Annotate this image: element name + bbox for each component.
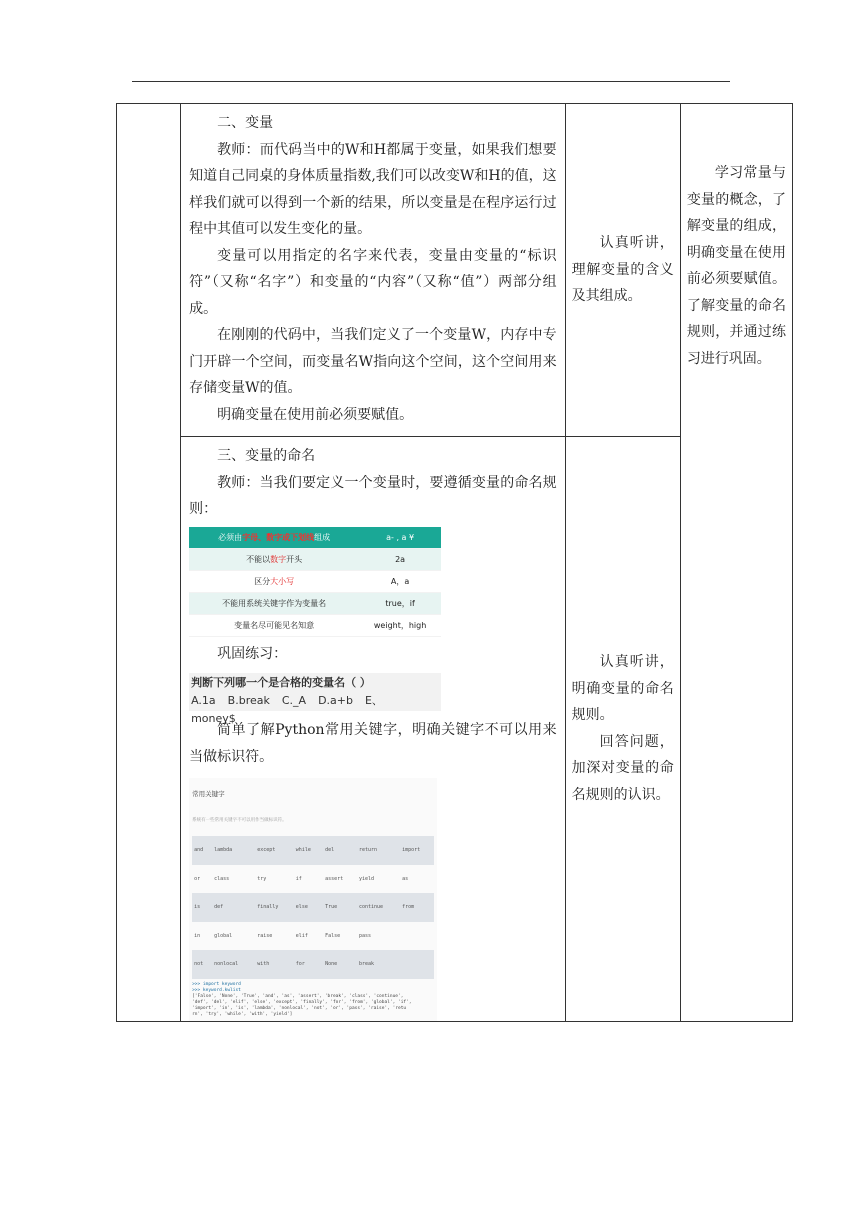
keywords-code: >>> import keyword >>> keyword.kwlist ['False', 'None', 'True', 'and', 'as', 'assert', 'break', 'class', 'continue', 'def', 'del', 'elif', 'else', 'except', 'finally', 'for', 'from', 'global', 'if', 'import', 'in', 'is', 'lambda', 'nonlocal', 'not', 'or', 'pass', 'raise', 'retu rn', 'try', 'while', 'with', 'yield'] xyxy=(192,981,412,1017)
naming-rules-image xyxy=(189,527,441,637)
paragraph: 明确变量在使用前必须要赋值。 xyxy=(217,406,414,423)
paragraph: 简单了解Python常用关键字，明确关键字不可以用来当做标识符。 xyxy=(189,722,557,765)
paragraph: 在刚刚的代码中，当我们定义了一个变量W，内存中专门开辟一个空间，而变量名W指向这个空间，这个空间用来存储变量W的值。 xyxy=(189,327,557,396)
section-heading-naming: 三、变量的命名 xyxy=(217,448,316,464)
quiz-image xyxy=(189,673,441,725)
design-intent-text: 学习常量与变量的概念，了解变量的组成，明确变量在使用前必须要赋值。了解变量的命名规则，并通过练习进行巩固。 xyxy=(686,165,786,367)
student-activity-naming xyxy=(565,437,680,1022)
section-heading-variables: 二、变量 xyxy=(217,115,274,131)
paragraph: 变量可以用指定的名字来代表，变量由变量的“标识符”（又称“名字”）和变量的“内容”（又称“值”）两部分组成。 xyxy=(189,247,557,317)
student-text: 回答问题，加深对变量的命名规则的认识。 xyxy=(571,733,674,803)
lesson-plan-table xyxy=(116,103,793,1022)
teacher-activity-variables xyxy=(181,104,566,437)
teacher-activity-naming xyxy=(181,437,566,1022)
rule-row: 区分大小写 A，a xyxy=(189,571,441,593)
rule-row: 不能以数字开头 2a xyxy=(189,549,441,571)
paragraph: 教师：当我们要定义一个变量时，要遵循变量的命名规则： xyxy=(189,474,557,517)
stage-cell xyxy=(117,104,181,1022)
header-rule xyxy=(132,81,730,82)
rule-row: 变量名尽可能见名知意 weight，high xyxy=(189,615,441,637)
student-activity-variables xyxy=(565,104,680,437)
student-text: 认真听讲，理解变量的含义及其组成。 xyxy=(571,235,674,305)
quiz-options: A.1a B.break C._A D.a+b E、money$ xyxy=(191,694,383,725)
paragraph: 教师：而代码当中的W和H都属于变量，如果我们想要知道自己同桌的身体质量指数,我们可以改变W和H的值，这样我们就可以得到一个新的结果，所以变量是在程序运行过程中其值可以发生变化的量。 xyxy=(189,141,557,237)
rule-row: 必须由字母、数字或下划线组成 a- , a ¥ xyxy=(189,527,441,549)
keywords-image: 常用关键字 系统有一些常用关键字不可以用作当做标识符。 and lambda except while del return import or class try if assert yield as is def finally else True continue from in global raise elif False pass not nonlocal with for None break >>> import keyword >>> keyword.kwlist ['False', 'None', 'True', 'and', 'as', 'assert', 'break', 'class', 'continue', 'def', 'del', 'elif', 'else', 'except', 'finally', 'for', 'from', 'global', 'if', 'import', 'in', 'is', 'lambda', 'nonlocal', 'not', 'or', 'pass', 'raise', 'retu rn', 'try', 'while', 'with', 'yield'] xyxy=(189,778,437,1021)
keywords-table: and lambda except while del return import or class try if assert yield as is def finally else True continue from in global raise elif False pass not nonlocal with for None break xyxy=(192,836,434,979)
quiz-question: 判断下列哪一个是合格的变量名（ ） xyxy=(191,676,371,689)
student-text: 认真听讲，明确变量的命名规则。 xyxy=(571,654,674,724)
rule-row: 不能用系统关键字作为变量名 true，if xyxy=(189,593,441,615)
practice-label: 巩固练习： xyxy=(217,645,288,662)
design-intent-cell xyxy=(680,104,792,1022)
